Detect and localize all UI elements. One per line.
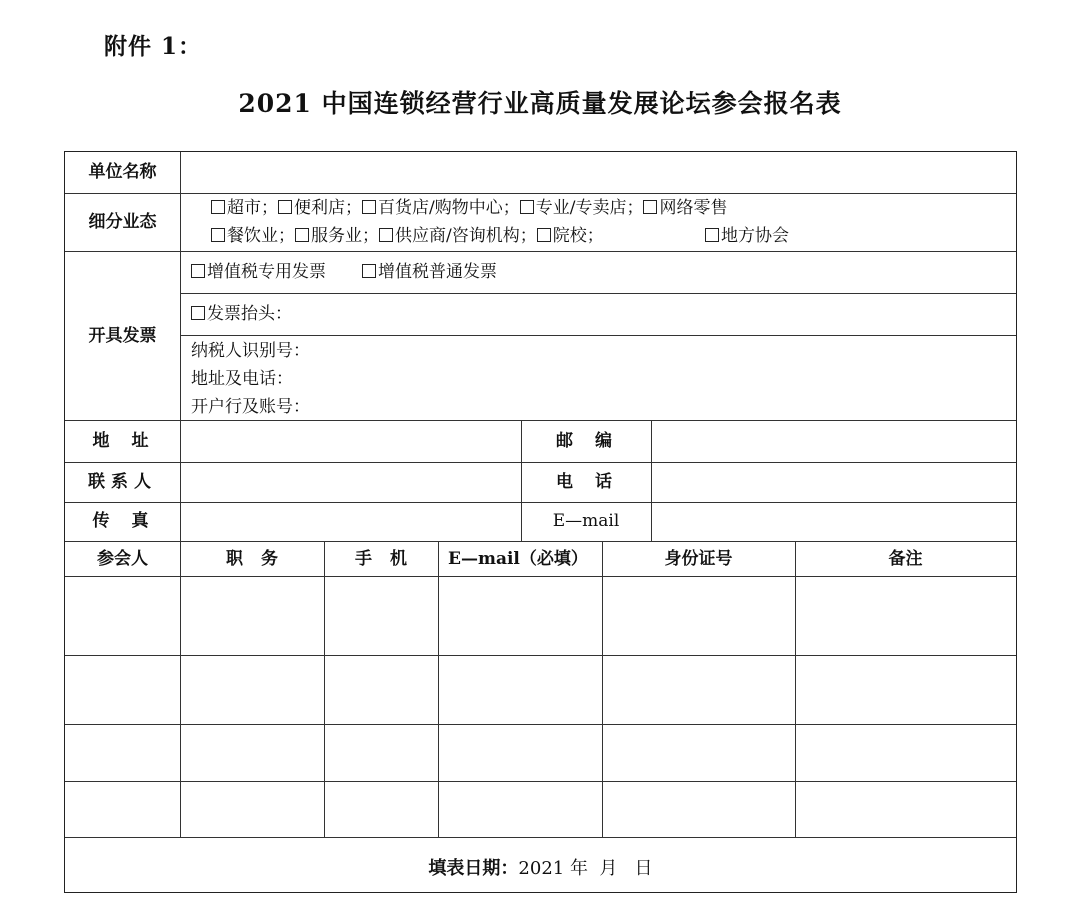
table-row[interactable]: [65, 656, 1016, 724]
fax-field[interactable]: [181, 503, 520, 540]
checkbox-supplier-consulting[interactable]: 供应商/咨询机构；: [379, 226, 537, 246]
checkbox-specialty-store[interactable]: 专业/专卖店；: [520, 198, 644, 218]
segment-options-row-1: [211, 198, 727, 218]
checkbox-department-store[interactable]: 百货店/购物中心；: [362, 198, 520, 218]
header-remarks: 备注: [888, 549, 923, 569]
attachment-label: 附件 1：: [104, 33, 203, 60]
invoice-label: 开具发票: [88, 326, 157, 346]
address-phone-label: 地址及电话：: [191, 369, 293, 389]
checkbox-convenience-store[interactable]: 便利店；: [278, 198, 362, 218]
fill-date-value[interactable]: 2021 年 月 日: [518, 858, 653, 879]
postcode-field[interactable]: [652, 421, 1015, 461]
registration-form: [64, 151, 1017, 893]
grid-line: [65, 193, 1016, 194]
phone-label: 电话: [556, 472, 634, 492]
grid-line: [65, 251, 1016, 252]
segment-options-row-2: [211, 226, 604, 246]
checkbox-services[interactable]: 服务业；: [295, 226, 379, 246]
fill-date-label: 填表日期：: [428, 858, 519, 879]
contact-label: 联系人: [88, 472, 157, 492]
table-row[interactable]: [65, 577, 1016, 655]
table-row[interactable]: [65, 782, 1016, 837]
fax-label: 传真: [92, 511, 171, 531]
phone-field[interactable]: [652, 463, 1015, 501]
header-id-number: 身份证号: [664, 549, 733, 569]
contact-field[interactable]: [181, 463, 520, 501]
segment-label: 细分业态: [88, 212, 157, 232]
table-row[interactable]: [65, 725, 1016, 781]
unit-name-field[interactable]: [181, 153, 1015, 192]
checkbox-vat-special-invoice[interactable]: 增值税专用发票: [191, 262, 326, 282]
form-title: 2021 中国连锁经营行业高质量发展论坛参会报名表: [238, 89, 842, 118]
email-field[interactable]: [652, 503, 1015, 540]
header-email-required: E—mail（必填）: [448, 549, 588, 569]
checkbox-online-retail[interactable]: 网络零售: [643, 198, 727, 218]
checkbox-vat-general-invoice[interactable]: 增值税普通发票: [362, 262, 497, 282]
header-mobile: 手机: [355, 549, 425, 569]
address-field[interactable]: [181, 421, 520, 461]
checkbox-local-association[interactable]: 地方协会: [705, 226, 789, 246]
email-label: E—mail: [552, 511, 620, 531]
checkbox-supermarket[interactable]: 超市；: [211, 198, 278, 218]
header-attendee: 参会人: [97, 549, 148, 569]
grid-line: [180, 335, 1016, 336]
checkbox-catering[interactable]: 餐饮业；: [211, 226, 295, 246]
bank-account-label: 开户行及账号：: [191, 397, 310, 417]
fill-date: [65, 854, 1016, 880]
grid-line: [65, 837, 1016, 838]
address-label: 地址: [92, 431, 171, 451]
grid-line: [65, 541, 1016, 542]
checkbox-college[interactable]: 院校；: [537, 226, 604, 246]
taxpayer-id-label: 纳税人识别号：: [191, 341, 310, 361]
checkbox-invoice-header[interactable]: 发票抬头：: [191, 304, 292, 324]
grid-line: [180, 293, 1016, 294]
unit-name-label: 单位名称: [88, 162, 157, 182]
postcode-label: 邮编: [556, 431, 634, 451]
header-position: 职务: [226, 549, 296, 569]
